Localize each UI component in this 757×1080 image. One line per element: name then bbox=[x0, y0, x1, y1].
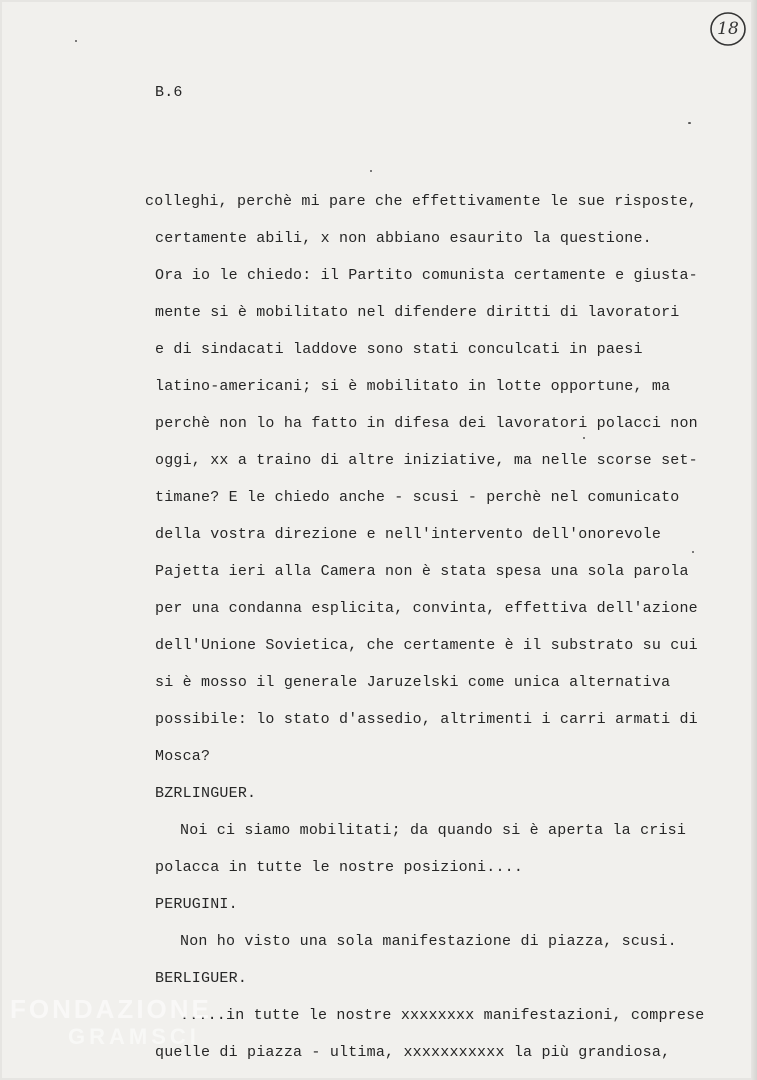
text-line: mente si è mobilitato nel difendere diritti di lavoratori bbox=[155, 304, 680, 321]
speaker-name: BERLIGUER. bbox=[155, 970, 248, 987]
text-line: colleghi, perchè mi pare che effettivamente le sue risposte, bbox=[145, 193, 698, 210]
text-line: e di sindacati laddove sono stati conculcati in paesi bbox=[155, 341, 643, 358]
text-line: latino-americani; si è mobilitato in lotte opportune, ma bbox=[155, 378, 671, 395]
text-line: si è mosso il generale Jaruzelski come unica alternativa bbox=[155, 674, 671, 691]
scan-speck bbox=[370, 170, 372, 172]
text-line: .....in tutte le nostre xxxxxxxx manifestazioni, comprese bbox=[180, 1007, 705, 1024]
text-line: Ora io le chiedo: il Partito comunista certamente e giusta- bbox=[155, 267, 698, 284]
text-line: della vostra direzione e nell'intervento dell'onorevole bbox=[155, 526, 662, 543]
text-line: quelle di piazza - ultima, xxxxxxxxxxx la più grandiosa, bbox=[155, 1044, 671, 1061]
scan-speck bbox=[75, 40, 77, 42]
text-line: timane? E le chiedo anche - scusi - perchè nel comunicato bbox=[155, 489, 680, 506]
text-line: perchè non lo ha fatto in difesa dei lavoratori polacci non bbox=[155, 415, 698, 432]
text-line: possibile: lo stato d'assedio, altrimenti i carri armati di bbox=[155, 711, 698, 728]
speaker-name: BZRLINGUER. bbox=[155, 785, 257, 802]
scan-speck bbox=[688, 122, 691, 124]
archive-watermark: FONDAZIONE bbox=[10, 994, 212, 1024]
page-reference: B.6 bbox=[155, 84, 183, 101]
page-number-text: 18 bbox=[717, 19, 739, 39]
text-line: Pajetta ieri alla Camera non è stata spesa una sola parola bbox=[155, 563, 689, 580]
archive-watermark: GRAMSCI bbox=[68, 1024, 200, 1049]
text-line: Non ho visto una sola manifestazione di piazza, scusi. bbox=[180, 933, 677, 950]
text-line: Noi ci siamo mobilitati; da quando si è aperta la crisi bbox=[180, 822, 687, 839]
page-edge-shadow bbox=[751, 0, 757, 1080]
scan-speck bbox=[583, 437, 585, 439]
speaker-name: PERUGINI. bbox=[155, 896, 238, 913]
text-line: Mosca? bbox=[155, 748, 211, 765]
text-line: oggi, xx a traino di altre iniziative, ma nelle scorse set- bbox=[155, 452, 698, 469]
text-line: polacca in tutte le nostre posizioni.... bbox=[155, 859, 524, 876]
text-line: certamente abili, x non abbiano esaurito la questione. bbox=[155, 230, 652, 247]
scan-speck bbox=[692, 551, 694, 553]
page-number-stamp bbox=[708, 10, 748, 48]
text-line: per una condanna esplicita, convinta, effettiva dell'azione bbox=[155, 600, 698, 617]
text-line: dell'Unione Sovietica, che certamente è il substrato su cui bbox=[155, 637, 698, 654]
